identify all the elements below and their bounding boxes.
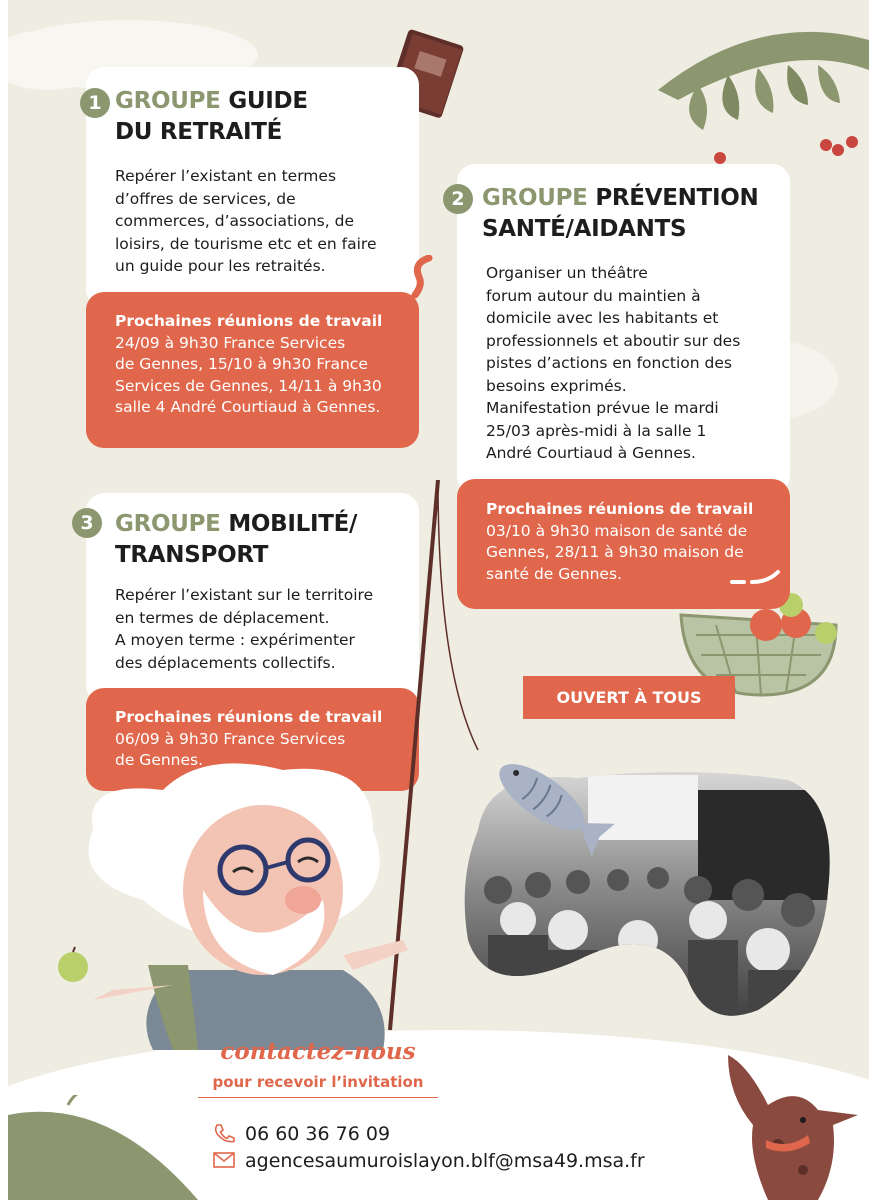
green-hill — [8, 1095, 208, 1200]
envelope-icon — [213, 1150, 235, 1170]
contact-phone[interactable] — [213, 1123, 390, 1145]
group-2-meetings: Prochaines réunions de travail 03/10 à 9h30 maison de santé de Gennes, 28/11 à 9h30 maison de santé de Gennes. — [457, 479, 790, 609]
leaves-illustration — [638, 10, 869, 170]
dog-illustration — [708, 1045, 869, 1200]
open-to-all-badge: OUVERT À TOUS — [523, 676, 735, 719]
cherry-icon — [714, 152, 726, 164]
phone-icon — [213, 1123, 235, 1143]
group-2-title: GROUPE PRÉVENTION SANTÉ/AIDANTS — [482, 185, 759, 242]
group-1-meetings: Prochaines réunions de travail 24/09 à 9h30 France Services de Gennes, 15/10 à 9h30 France Services de Gennes, 14/11 à 9h30 salle 4 André Courtiaud à Gennes. — [86, 292, 419, 448]
phone-number: 06 60 36 76 09 — [245, 1123, 391, 1145]
group-3-number: 3 — [72, 508, 102, 538]
fish-illustration — [486, 745, 621, 865]
contact-email[interactable] — [213, 1150, 645, 1172]
group-3-description: Repérer l’existant sur le territoire en termes de déplacement. A moyen terme : expérimenter des déplacements collectifs. — [115, 586, 374, 672]
group-1-title: GROUPE GUIDE DU RETRAITÉ — [115, 88, 308, 145]
contact-title: contactez-nous — [220, 1038, 416, 1065]
white-dashes — [728, 568, 788, 588]
group-3-title: GROUPE MOBILITÉ/ TRANSPORT — [115, 511, 358, 568]
orange-swoosh — [401, 255, 441, 300]
group-1-number: 1 — [80, 88, 110, 118]
flyer-page — [8, 0, 869, 1200]
group-2-number: 2 — [443, 184, 473, 214]
contact-subtitle: pour recevoir l’invitation — [198, 1073, 438, 1098]
group-3-meetings: Prochaines réunions de travail 06/09 à 9h30 France Services de Gennes. — [86, 688, 419, 791]
group-1-description: Repérer l’existant en termes d’offres de services, de commerces, d’associations, de loisirs, de tourisme etc et en faire un guide pour les retraités. — [115, 167, 377, 275]
group-2-description: Organiser un théâtre forum autour du maintien à domicile avec les habitants et professionnels et aboutir sur des pistes d’actions en fonction des besoins exprimés. Manifestation prévue le mardi 25/03 après-midi à la salle 1 André Courtiaud à Gennes. — [486, 264, 741, 462]
email-address: agencesaumuroislayon.blf@msa49.msa.fr — [245, 1150, 645, 1172]
apple-icon — [53, 945, 93, 985]
elderly-man-illustration — [53, 750, 433, 1050]
